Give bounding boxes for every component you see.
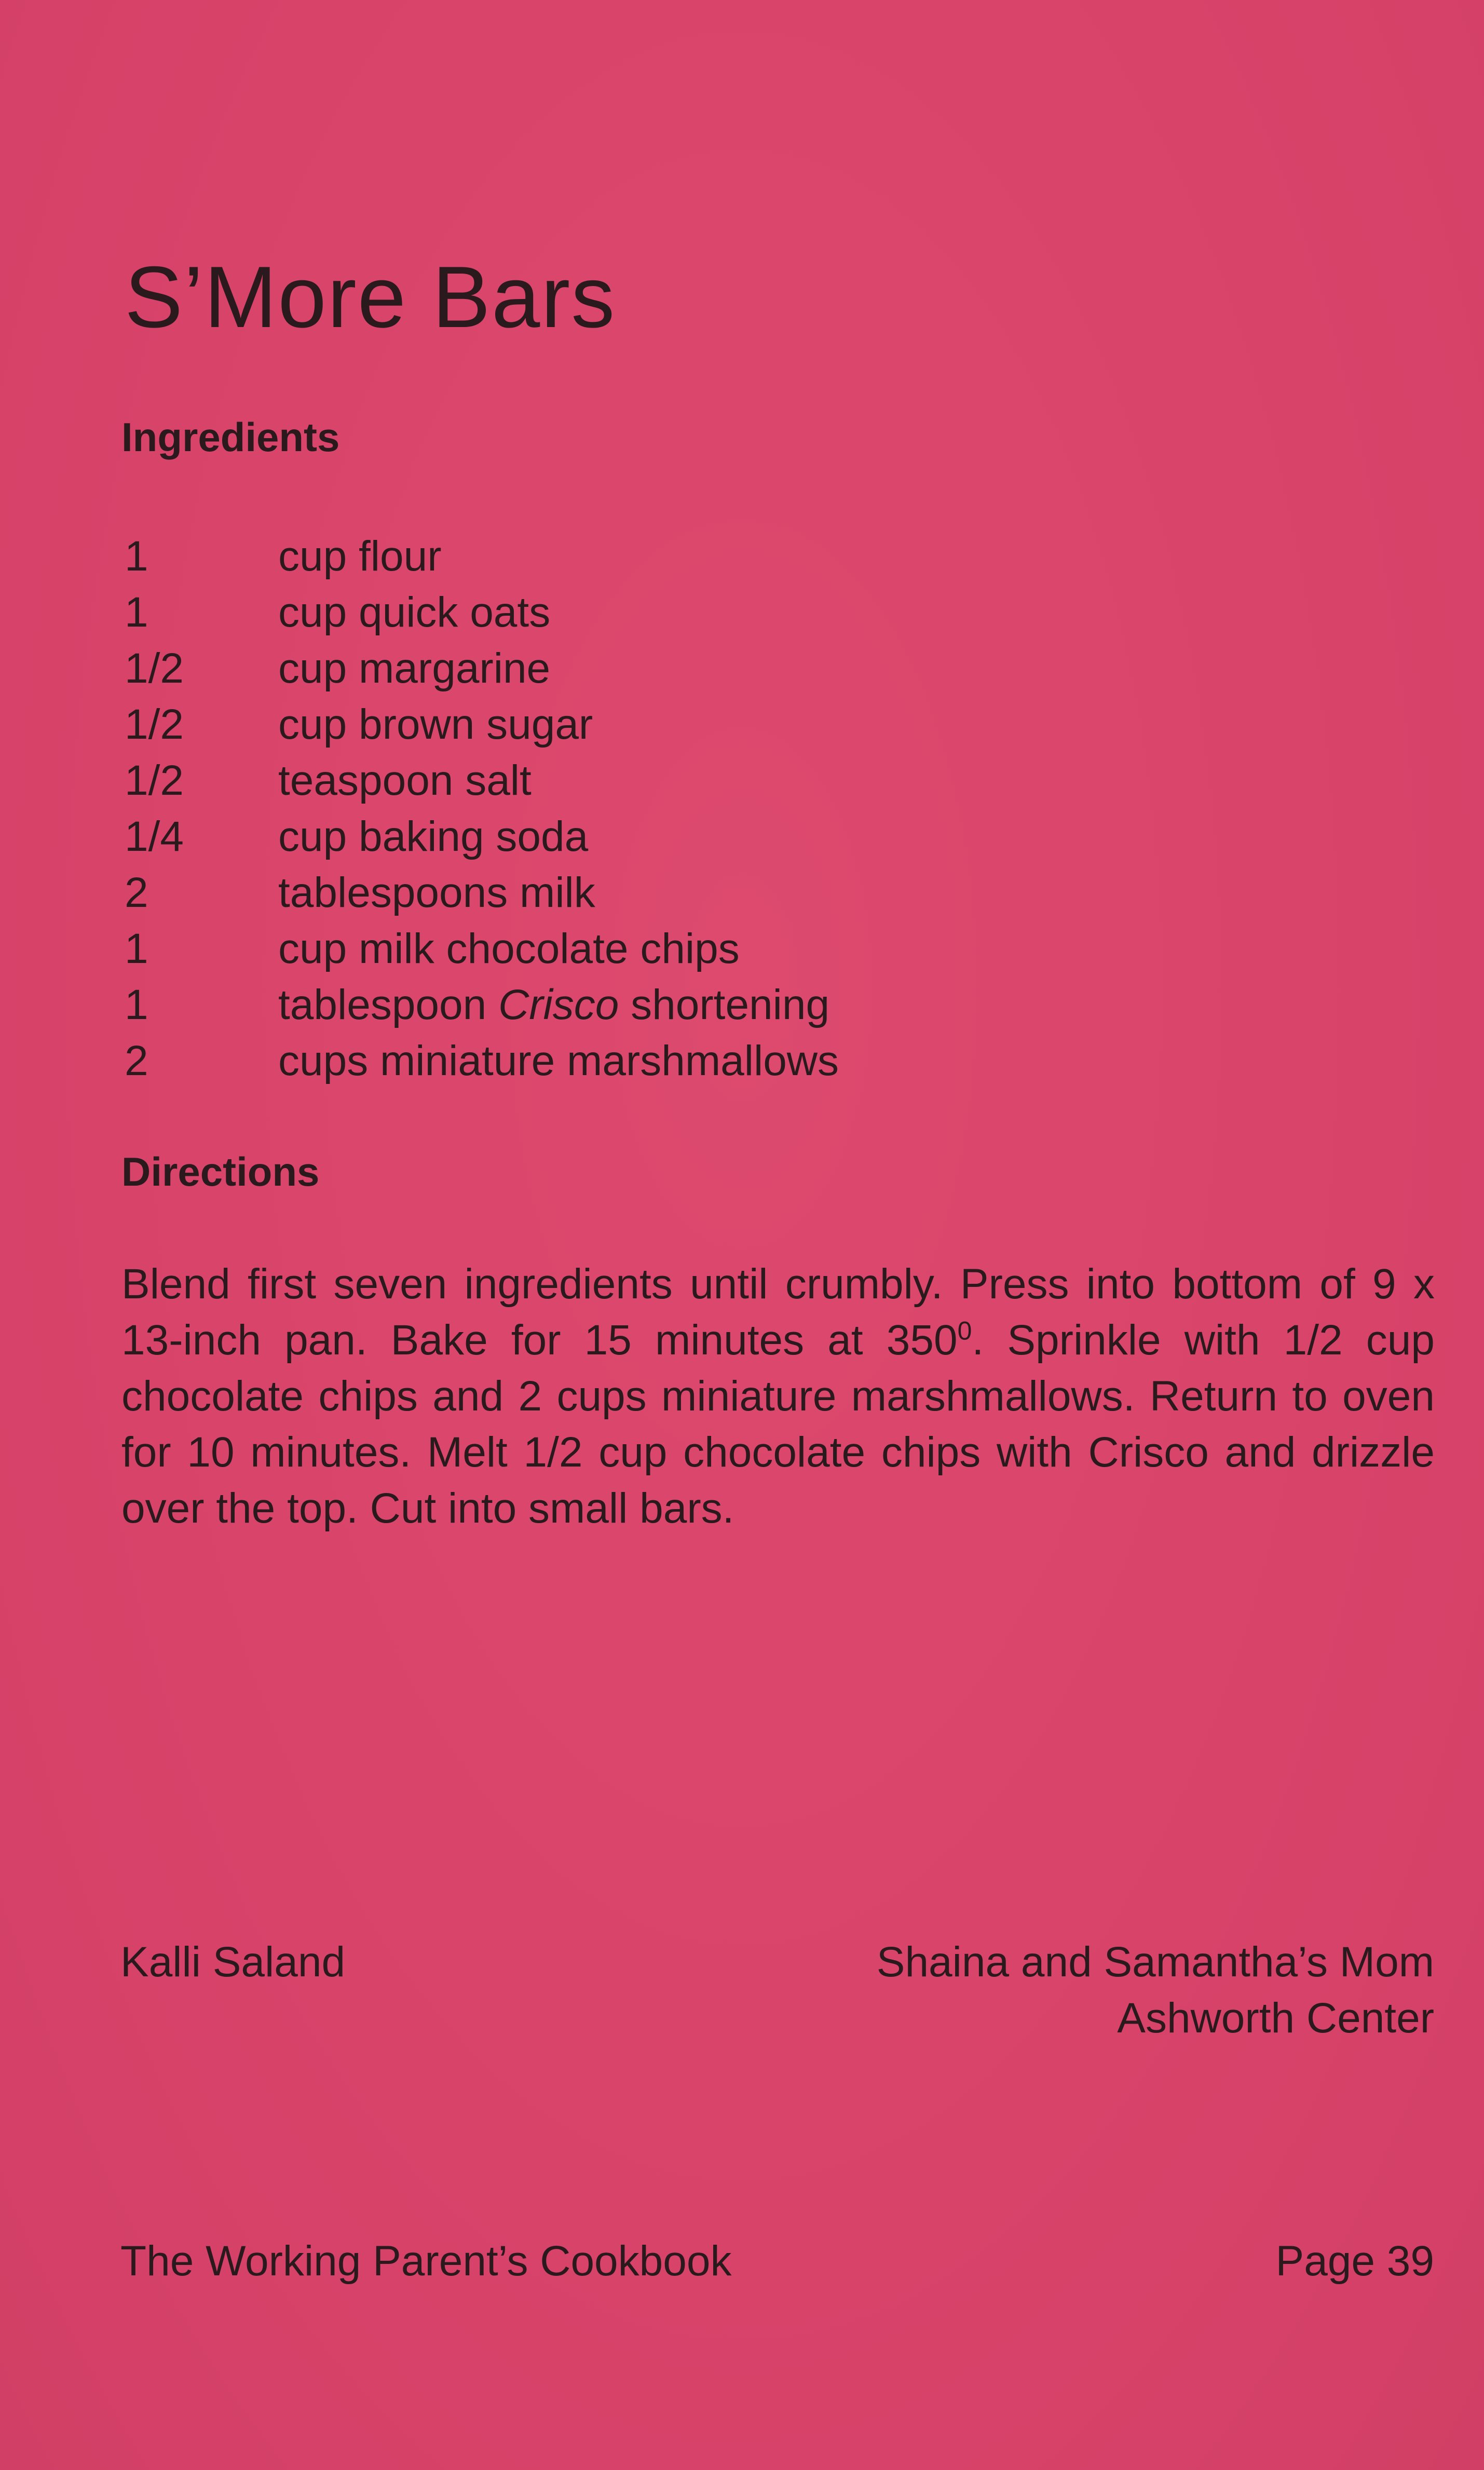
ingredients-list xyxy=(125,528,839,1089)
ingredient-quantity: 1/2 xyxy=(125,757,184,804)
ingredient-row xyxy=(125,528,839,585)
ingredient-quantity: 2 xyxy=(125,1037,148,1084)
ingredient-name-prefix: tablespoon xyxy=(278,981,499,1028)
ingredient-row xyxy=(125,1033,839,1089)
ingredient-name: cup brown sugar xyxy=(278,701,593,748)
ingredient-quantity: 2 xyxy=(125,869,148,916)
directions-text xyxy=(121,1256,1435,1537)
degree-symbol: 0 xyxy=(957,1316,972,1346)
ingredient-quantity: 1 xyxy=(125,589,148,636)
ingredient-name-suffix: shortening xyxy=(619,981,830,1028)
ingredient-quantity: 1 xyxy=(125,533,148,580)
ingredient-row xyxy=(125,641,839,697)
ingredient-row xyxy=(125,865,839,921)
ingredient-name: tablespoons milk xyxy=(278,869,595,916)
directions-part-2: . Sprinkle with 1/2 cup chocolate chips and 2 cups miniature marshmallows. Return to oven for 10 minutes. Melt 1/2 cup chocolate chips with Crisco and drizzle over the top. Cut into small bars. xyxy=(121,1317,1435,1532)
ingredient-name: cup milk chocolate chips xyxy=(278,925,740,972)
ingredient-row xyxy=(125,697,839,753)
directions-part-1: Blend first seven ingredients until crumbly. Press into bottom of 9 x 13-inch pan. Bake for 15 minutes at 350 xyxy=(121,1260,1435,1364)
ingredient-quantity: 1 xyxy=(125,925,148,972)
footer-page-number: Page 39 xyxy=(1275,2237,1434,2285)
ingredient-name: cup margarine xyxy=(278,645,551,692)
ingredient-quantity: 1/2 xyxy=(125,701,184,748)
ingredient-row xyxy=(125,585,839,641)
brand-name: Crisco xyxy=(498,981,619,1028)
ingredient-row xyxy=(125,753,839,809)
contributor-relation: Shaina and Samantha’s Mom xyxy=(876,1938,1434,1986)
ingredient-name xyxy=(278,977,829,1033)
ingredient-row xyxy=(125,809,839,865)
contributor-affiliation xyxy=(877,1934,1434,2046)
ingredient-quantity: 1/4 xyxy=(125,813,184,860)
ingredient-row xyxy=(125,977,839,1033)
ingredient-quantity: 1 xyxy=(125,981,148,1028)
ingredient-quantity: 1/2 xyxy=(125,645,184,692)
ingredient-name: cup baking soda xyxy=(278,813,589,860)
ingredient-row xyxy=(125,921,839,977)
contributor-name: Kalli Saland xyxy=(120,1938,346,1986)
ingredient-name: cup flour xyxy=(278,533,442,580)
ingredient-name: cup quick oats xyxy=(278,589,551,636)
directions-heading: Directions xyxy=(121,1149,320,1195)
ingredients-heading: Ingredients xyxy=(121,414,340,460)
footer-book-title: The Working Parent’s Cookbook xyxy=(120,2237,732,2285)
ingredient-name: teaspoon salt xyxy=(278,757,532,804)
ingredient-name: cups miniature marshmallows xyxy=(278,1037,839,1084)
recipe-title: S’More Bars xyxy=(125,248,616,346)
contributor-center: Ashworth Center xyxy=(1117,1994,1434,2042)
